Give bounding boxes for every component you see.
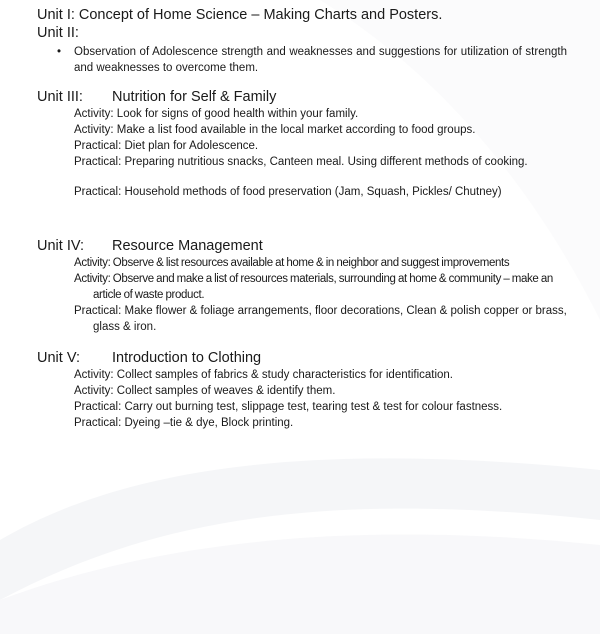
unit-3-title: Nutrition for Self & Family <box>112 89 277 105</box>
unit-2-bullet-item <box>57 44 567 76</box>
unit-4-title: Resource Management <box>112 238 263 254</box>
unit-5-title: Introduction to Clothing <box>112 350 262 366</box>
unit-3-label: Unit III: <box>37 89 83 105</box>
unit-4-heading <box>37 237 567 255</box>
unit-5-item: Practical: Dyeing –tie & dye, Block printing. <box>74 417 294 429</box>
unit-4-item: Activity: Observe & list resources available at home & in neighbor and suggest improvements <box>74 257 510 269</box>
unit-3-item: Activity: Make a list food available in the local market according to food groups. <box>74 124 476 136</box>
unit-5-label: Unit V: <box>37 350 80 366</box>
unit-4-label: Unit IV: <box>37 238 85 254</box>
unit-2-bullet-text: Observation of Adolescence strength and weaknesses and suggestions for utilization of strength and weaknesses to overcome them. <box>74 46 567 74</box>
unit-3-item: Practical: Diet plan for Adolescence. <box>74 140 259 152</box>
unit-1-heading: Unit I: Concept of Home Science – Making Charts and Posters. <box>37 7 443 23</box>
unit-3-item: Practical: Household methods of food preservation (Jam, Squash, Pickles/ Chutney) <box>74 186 502 198</box>
unit-3-heading <box>37 88 567 106</box>
unit-5-item: Activity: Collect samples of fabrics & study characteristics for identification. <box>74 369 454 381</box>
unit-2-heading: Unit II: <box>37 25 79 41</box>
unit-5-heading <box>37 349 567 367</box>
unit-3-item: Practical: Preparing nutritious snacks, Canteen meal. Using different methods of cooking. <box>74 156 528 168</box>
unit-5-item: Practical: Carry out burning test, slippage test, tearing test & test for colour fastness. <box>74 401 503 413</box>
syllabus-content <box>37 6 567 431</box>
unit-4-item: Practical: Make flower & foliage arrangements, floor decorations, Clean & polish copper or brass, glass & iron. <box>74 305 567 333</box>
unit-4-item: Activity: Observe and make a list of resources materials, surrounding at home & community – make an article of waste product. <box>74 273 553 301</box>
unit-3-item: Activity: Look for signs of good health within your family. <box>74 108 359 120</box>
unit-5-item: Activity: Collect samples of weaves & identify them. <box>74 385 336 397</box>
bullet-icon: • <box>57 46 62 58</box>
